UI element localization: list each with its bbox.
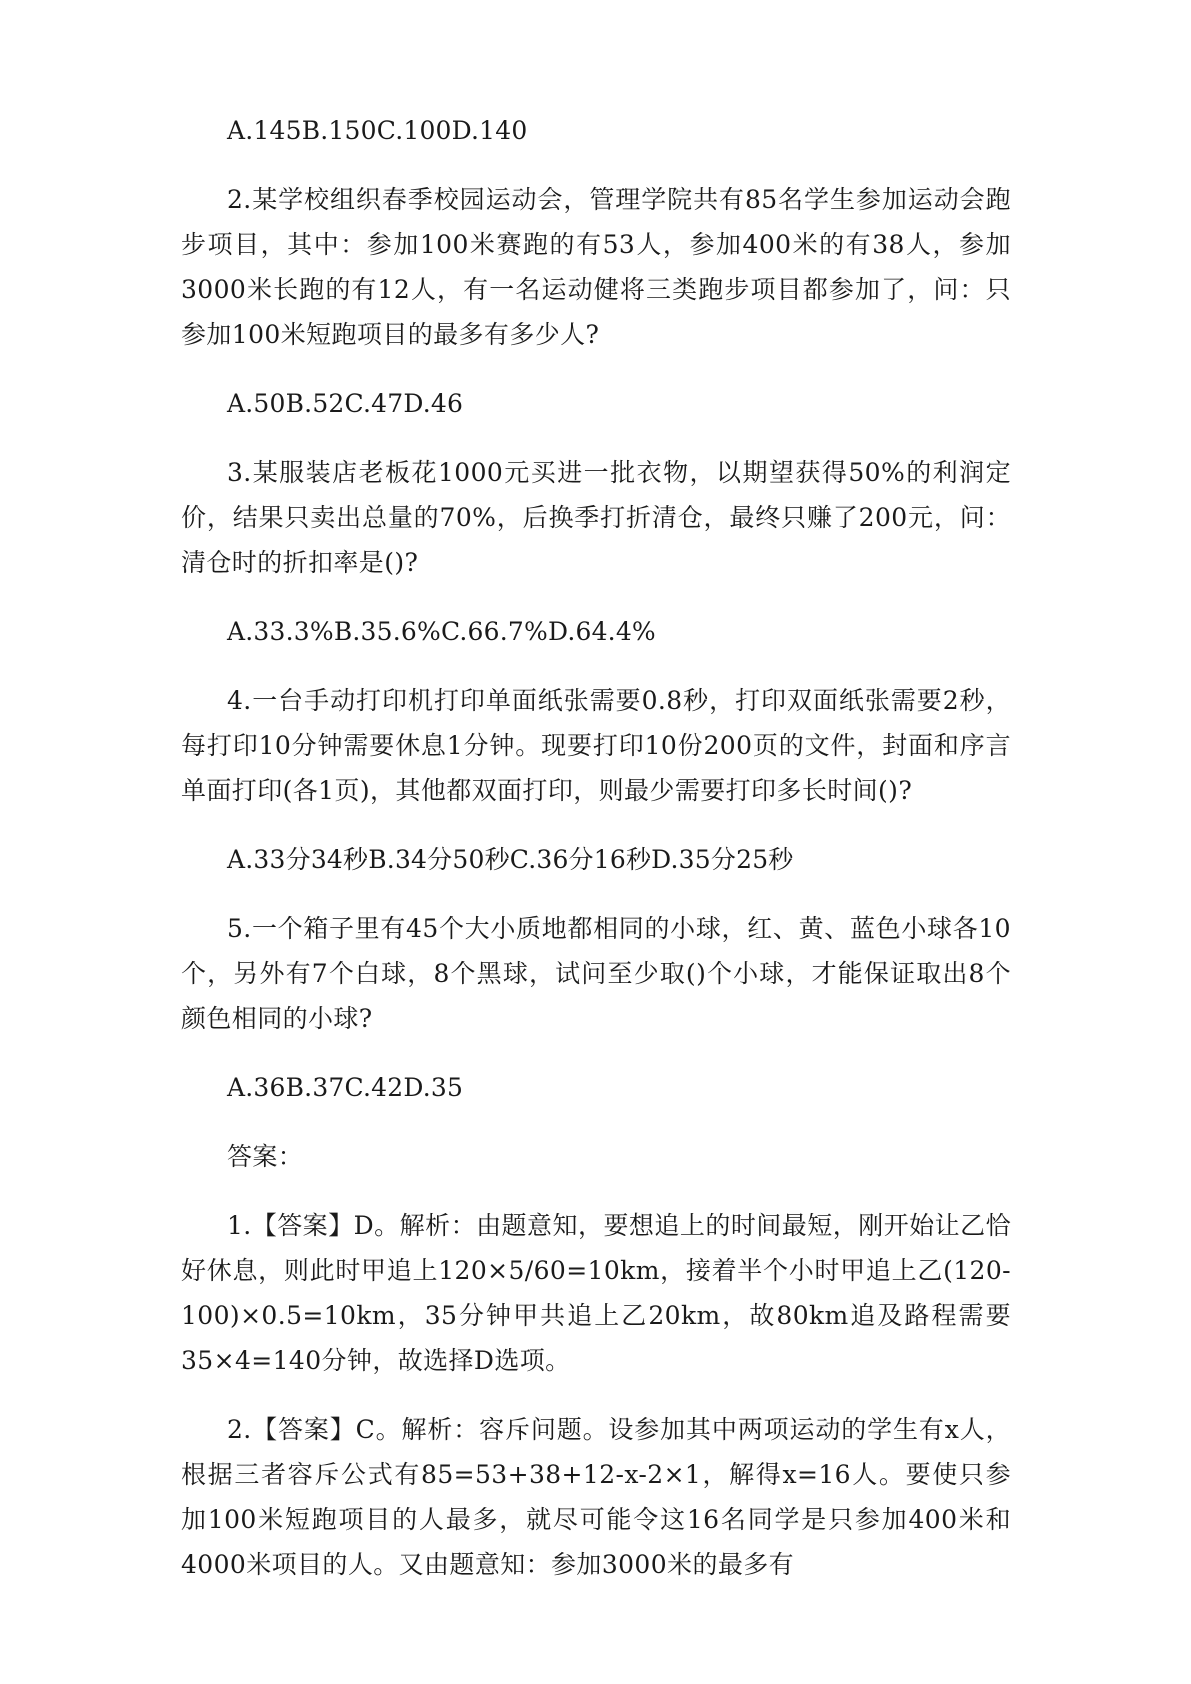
question-4-text: 4.一台手动打印机打印单面纸张需要0.8秒，打印双面纸张需要2秒，每打印10分钟需要休息1分钟。现要打印10份200页的文件，封面和序言单面打印(各1页)，其他都双面打印，则最少需要打印多长时间()? [181, 686, 1011, 805]
answer-1-explanation: 1.【答案】D。解析：由题意知，要想追上的时间最短，刚开始让乙恰好休息，则此时甲追上120×5/60=10km，接着半个小时甲追上乙(120-100)×0.5=10km，35分钟甲共追上乙20km，故80km追及路程需要35×4=140分钟，故选择D选项。 [181, 1211, 1011, 1375]
document-body [181, 108, 1011, 1611]
question-3-options: A.33.3%B.35.6%C.66.7%D.64.4% [227, 617, 656, 646]
answer-2-explanation: 2.【答案】C。解析：容斥问题。设参加其中两项运动的学生有x人，根据三者容斥公式有85=53+38+12-x-2×1，解得x=16人。要使只参加100米短跑项目的人最多，就尽可能令这16名同学是只参加400米和4000米项目的人。又由题意知：参加3000米的最多有 [181, 1415, 1011, 1579]
question-5-options: A.36B.37C.42D.35 [227, 1073, 464, 1102]
question-2-text: 2.某学校组织春季校园运动会，管理学院共有85名学生参加运动会跑步项目，其中：参加100米赛跑的有53人，参加400米的有38人，参加3000米长跑的有12人，有一名运动健将三类跑步项目都参加了，问：只参加100米短跑项目的最多有多少人? [181, 185, 1011, 349]
question-5-text: 5.一个箱子里有45个大小质地都相同的小球，红、黄、蓝色小球各10个，另外有7个白球，8个黑球，试问至少取()个小球，才能保证取出8个颜色相同的小球? [181, 914, 1011, 1033]
question-3-text: 3.某服装店老板花1000元买进一批衣物，以期望获得50%的利润定价，结果只卖出总量的70%，后换季打折清仓，最终只赚了200元，问：清仓时的折扣率是()? [181, 458, 1011, 577]
question-4-options: A.33分34秒B.34分50秒C.36分16秒D.35分25秒 [227, 845, 794, 874]
answers-heading: 答案： [227, 1142, 304, 1171]
question-2-options: A.50B.52C.47D.46 [227, 389, 464, 418]
question-1-options: A.145B.150C.100D.140 [227, 116, 528, 145]
